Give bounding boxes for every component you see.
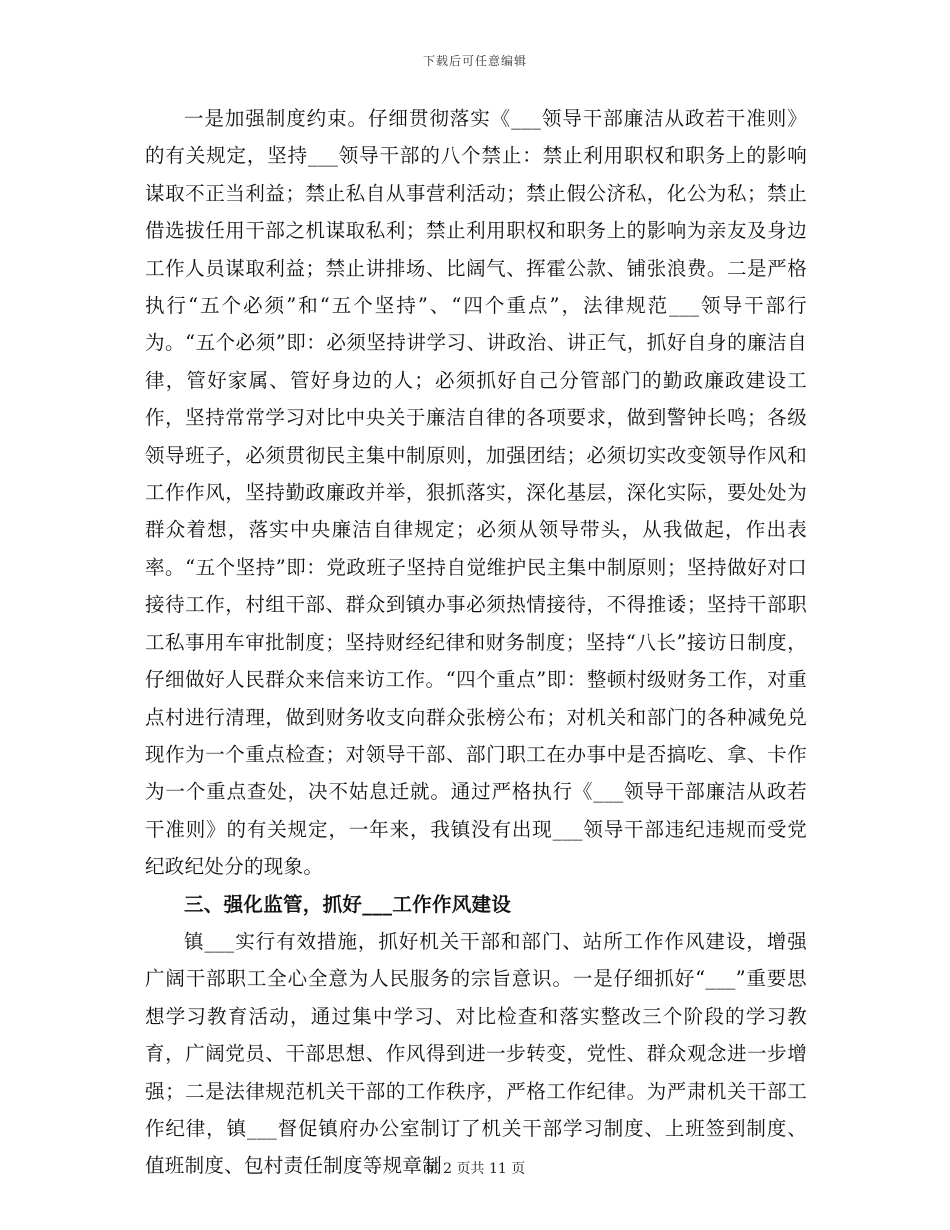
- body-paragraph: 镇___实行有效措施，抓好机关干部和部门、站所工作作风建设，增强广阔干部职工全心全意为人民服务的宗旨意识。一是仔细抓好“___”重要思想学习教育活动，通过集中学习、对比检查和落实整改三个阶段的学习教育，广阔党员、干部思想、作风得到进一步转变，党性、群众观念进一步增强；二是法律规范机关干部的工作秩序，严格工作纪律。为严肃机关干部工作纪律，镇___督促镇府办公室制订了机关干部学习制度、上班签到制度、值班制度、包村责任制度等规章制: [145, 929, 807, 1178]
- page-number: 第 2 页共 11 页: [424, 1161, 526, 1177]
- section-heading: 三、强化监管，抓好___工作作风建设: [184, 892, 512, 916]
- document-body: [145, 100, 807, 1185]
- body-paragraph: 一是加强制度约束。仔细贯彻落实《___领导干部廉洁从政若干准则》的有关规定，坚持___领导干部的八个禁止：禁止利用职权和职务上的影响谋取不正当利益；禁止私自从事营利活动；禁止假公济私，化公为私；禁止借选拔任用干部之机谋取私利；禁止利用职权和职务上的影响为亲友及身边工作人员谋取利益；禁止讲排场、比阔气、挥霍公款、铺张浪费。二是严格执行“五个必须”和“五个坚持”、“四个重点”，法律规范___领导干部行为。“五个必须”即：必须坚持讲学习、讲政治、讲正气，抓好自身的廉洁自律，管好家属、管好身边的人；必须抓好自己分管部门的勤政廉政建设工作，坚持常常学习对比中央关于廉洁自律的各项要求，做到警钟长鸣；各级领导班子，必须贯彻民主集中制原则，加强团结；必须切实改变领导作风和工作作风，坚持勤政廉政并举，狠抓落实，深化基层，深化实际，要处处为群众着想，落实中央廉洁自律规定；必须从领导带头，从我做起，作出表率。“五个坚持”即：党政班子坚持自觉维护民主集中制原则；坚持做好对口接待工作，村组干部、群众到镇办事必须热情接待，不得推诿；坚持干部职工私事用车审批制度；坚持财经纪律和财务制度；坚持“八长”接访日制度，仔细做好人民群众来信来访工作。“四个重点”即：整顿村级财务工作，对重点村进行清理，做到财务收支向群众张榜公布；对机关和部门的各种减免兑现作为一个重点检查；对领导干部、部门职工在办事中是否搞吃、拿、卡作为一个重点查处，决不姑息迁就。通过严格执行《___领导干部廉洁从政若干准则》的有关规定，一年来，我镇没有出现___领导干部违纪违规而受党纪政纪处分的现象。: [145, 107, 807, 879]
- page-header: 下载后可任意编辑: [422, 54, 527, 68]
